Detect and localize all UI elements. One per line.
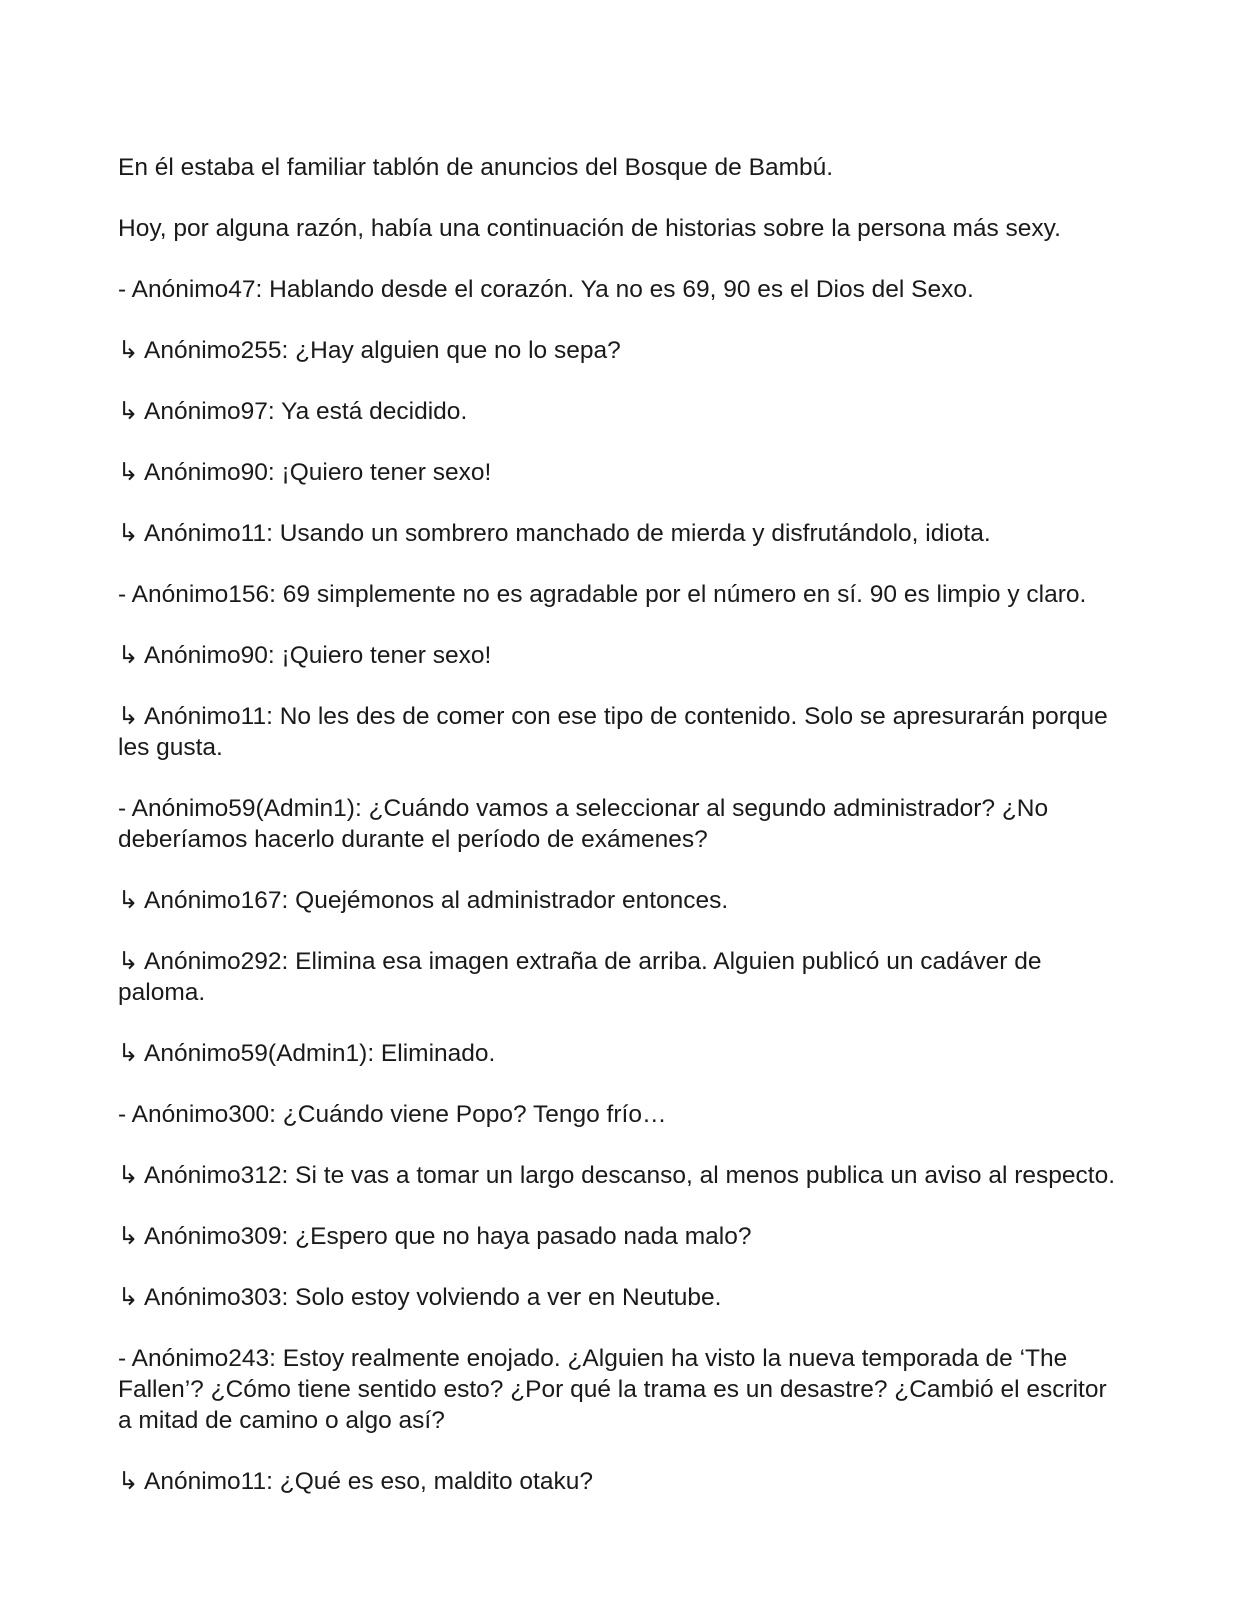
board-reply: ↳ Anónimo303: Solo estoy volviendo a ver en Neutube.: [118, 1284, 722, 1311]
intro-paragraph: Hoy, por alguna razón, había una continuación de historias sobre la persona más sexy.: [118, 215, 1061, 242]
board-reply: ↳ Anónimo11: Usando un sombrero manchado de mierda y disfrutándolo, idiota.: [118, 520, 991, 547]
board-reply: ↳ Anónimo59(Admin1): Eliminado.: [118, 1040, 496, 1067]
board-reply: ↳ Anónimo292: Elimina esa imagen extraña de arriba. Alguien publicó un cadáver de paloma.: [118, 948, 1042, 1006]
board-reply: ↳ Anónimo11: No les des de comer con ese tipo de contenido. Solo se apresurarán porque les gusta.: [118, 703, 1108, 761]
board-post: - Anónimo47: Hablando desde el corazón. Ya no es 69, 90 es el Dios del Sexo.: [118, 276, 974, 303]
board-reply: ↳ Anónimo90: ¡Quiero tener sexo!: [118, 642, 492, 669]
board-post: - Anónimo156: 69 simplemente no es agradable por el número en sí. 90 es limpio y claro.: [118, 581, 1087, 608]
board-reply: ↳ Anónimo97: Ya está decidido.: [118, 398, 468, 425]
board-post: - Anónimo300: ¿Cuándo viene Popo? Tengo frío…: [118, 1101, 667, 1128]
board-reply: ↳ Anónimo167: Quejémonos al administrador entonces.: [118, 887, 729, 914]
board-reply: ↳ Anónimo11: ¿Qué es eso, maldito otaku?: [118, 1468, 593, 1495]
board-reply: ↳ Anónimo309: ¿Espero que no haya pasado nada malo?: [118, 1223, 752, 1250]
intro-paragraph: En él estaba el familiar tablón de anuncios del Bosque de Bambú.: [118, 154, 834, 181]
board-reply: ↳ Anónimo255: ¿Hay alguien que no lo sepa?: [118, 337, 621, 364]
document-body: [118, 152, 1118, 1527]
board-post: - Anónimo59(Admin1): ¿Cuándo vamos a seleccionar al segundo administrador? ¿No deberíamos hacerlo durante el período de exámenes?: [118, 795, 1049, 853]
board-reply: ↳ Anónimo312: Si te vas a tomar un largo descanso, al menos publica un aviso al respecto.: [118, 1162, 1116, 1189]
board-post: - Anónimo243: Estoy realmente enojado. ¿Alguien ha visto la nueva temporada de ‘The Fallen’? ¿Cómo tiene sentido esto? ¿Por qué la trama es un desastre? ¿Cambió el escritor a mitad de camino o algo así?: [118, 1345, 1107, 1434]
board-reply: ↳ Anónimo90: ¡Quiero tener sexo!: [118, 459, 492, 486]
